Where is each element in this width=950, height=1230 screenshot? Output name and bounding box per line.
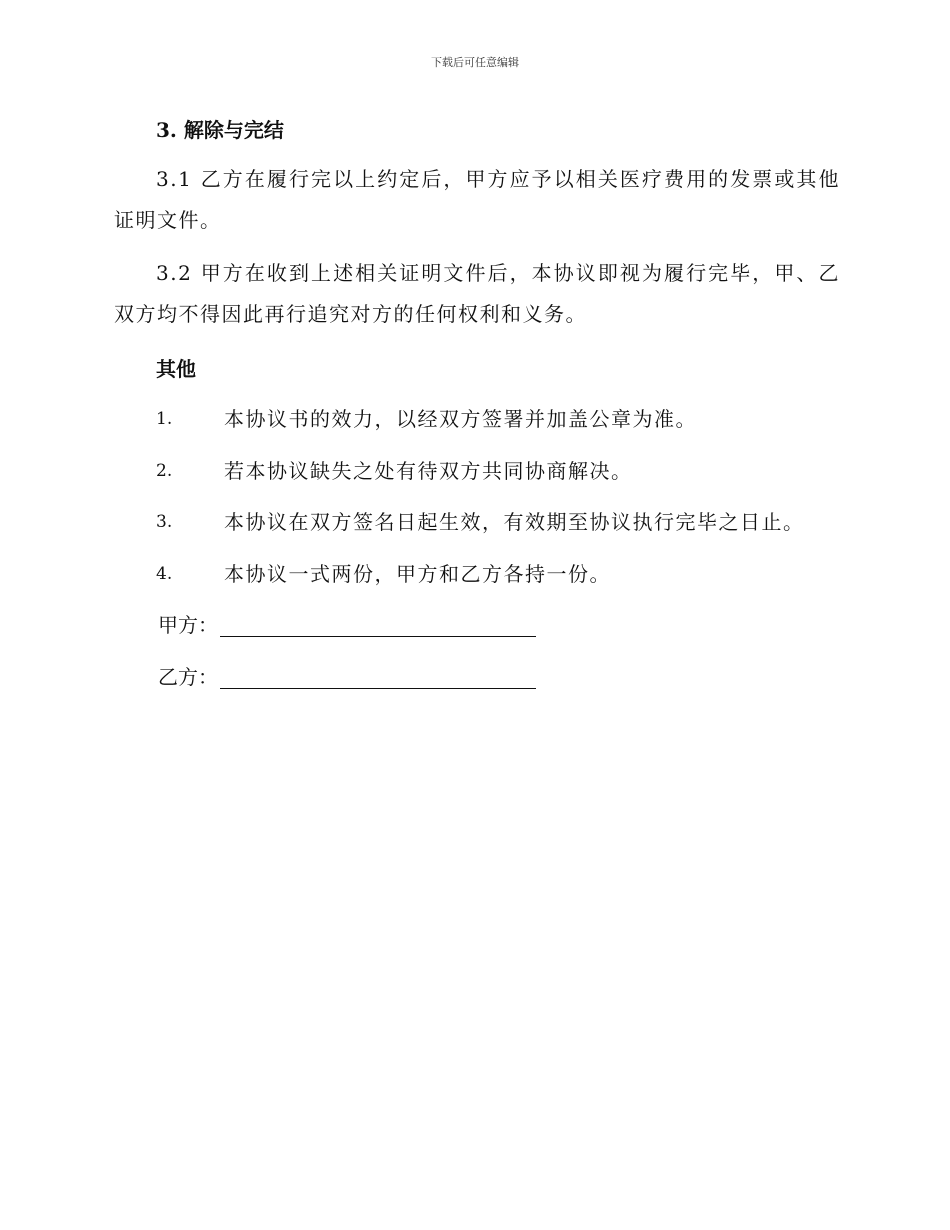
list-item-number: 3. — [156, 512, 173, 532]
signature-label-party-b: 乙方： — [158, 665, 218, 689]
list-item-text: 本协议一式两份，甲方和乙方各持一份。 — [224, 562, 611, 586]
list-item-number: 1. — [156, 409, 173, 429]
signature-party-b — [158, 662, 218, 692]
list-item-number: 4. — [156, 564, 173, 584]
section-heading-other: 其他 — [156, 357, 196, 381]
list-item-text: 本协议在双方签名日起生效，有效期至协议执行完毕之日止。 — [224, 510, 805, 534]
paragraph-3-2: 3.2 甲方在收到上述相关证明文件后，本协议即视为履行完毕，甲、乙双方均不得因此再行追究对方的任何权利和义务。 — [114, 261, 840, 326]
signature-line-party-b[interactable] — [220, 688, 536, 689]
section-heading-termination: 3. 解除与完结 — [156, 118, 284, 142]
signature-party-a — [158, 610, 218, 640]
signature-line-party-a[interactable] — [220, 636, 536, 637]
list-item-number: 2. — [156, 461, 173, 481]
list-item-text: 本协议书的效力，以经双方签署并加盖公章为准。 — [224, 407, 697, 431]
signature-label-party-a: 甲方： — [158, 613, 218, 637]
header-note: 下载后可任意编辑 — [431, 56, 519, 69]
paragraph-3-1: 3.1 乙方在履行完以上约定后，甲方应予以相关医疗费用的发票或其他证明文件。 — [114, 167, 840, 232]
list-item-text: 若本协议缺失之处有待双方共同协商解决。 — [224, 459, 633, 483]
